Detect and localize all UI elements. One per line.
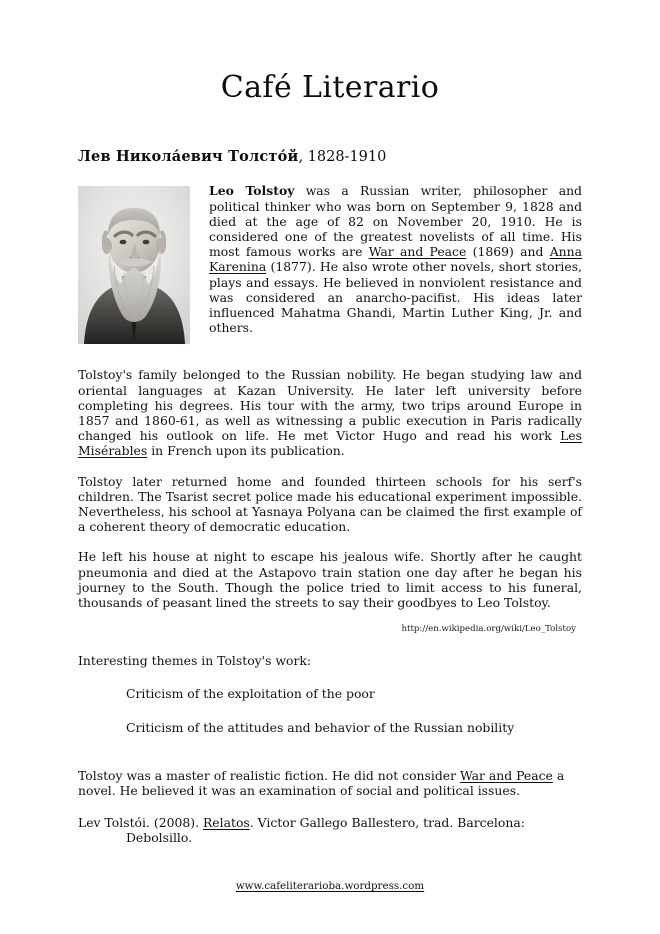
closing-text-2: a novel. He believed it was an examination of social and political issues. xyxy=(78,767,565,799)
list-item: Criticism of the attitudes and behavior of the Russian nobility xyxy=(126,719,515,735)
page-title: Café Literario xyxy=(220,70,440,105)
bibliographic-citation xyxy=(78,798,582,845)
work-title-war-and-peace-closing: War and Peace xyxy=(459,767,553,783)
paragraph-closing xyxy=(78,735,582,798)
citation-text-1: Lev Tolstói. (2008). xyxy=(78,815,203,831)
themes-list xyxy=(78,668,582,734)
subject-heading xyxy=(78,105,582,166)
list-item: Criticism of the exploitation of the poor xyxy=(126,686,375,702)
footer-url-text[interactable]: www.cafeliterarioba.wordpress.com xyxy=(235,879,425,892)
paragraph-schools: Tolstoy later returned home and founded thirteen schools for his serf's children. The Tsarist secret police made his educational experiment impossible. Nevertheless, his school at Yasnaya Polyana can be claimed the first example of a coherent theory of democratic education. xyxy=(78,473,582,535)
paragraph2-text-2: in French upon its publication. xyxy=(147,443,345,459)
intro-text-2: (1869) and xyxy=(466,244,550,260)
citation-publisher: Debolsillo. xyxy=(126,830,193,846)
work-title-les-miserables: Les Misérables xyxy=(78,428,582,459)
footer-website-url[interactable] xyxy=(78,846,582,893)
intro-text-1: was a Russian writer, philosopher and political thinker who was born on September 9, 1828 and died at the age of 82 on November 20, 1910. He is considered one of the greatest novelists of all time. His most famous works are xyxy=(209,183,582,260)
intro-block xyxy=(78,183,582,350)
citation-text-2: . Victor Gallego Ballestero, trad. Barcelona: xyxy=(249,815,525,831)
work-title-relatos: Relatos xyxy=(202,815,250,831)
source-url-note: http://en.wikipedia.org/wiki/Leo_Tolstoy xyxy=(401,624,576,635)
themes-lead-text: Interesting themes in Tolstoy's work: xyxy=(78,653,312,669)
intro-lead: Leo Tolstoy xyxy=(209,183,295,199)
paragraph-death: He left his house at night to escape his jealous wife. Shortly after he caught pneumonia and died at the Astapovo train station one day after he began his journey to the South. Though the police tried to limit access to his funeral, thousands of peasant lined the streets to say their goodbyes to Leo Tolstoy. xyxy=(78,549,582,611)
work-title-war-and-peace: War and Peace xyxy=(368,244,467,260)
tolstoy-portrait-image xyxy=(78,186,190,344)
paragraph2-text-1: Tolstoy's family belonged to the Russian nobility. He began studying law and oriental languages at Kazan University. He later left university before completing his degrees. His tour with the army, two trips around Europe in 1857 and 1860-61, as well as witnessing a public execution in Paris radically changed his outlook on life. He met Victor Hugo and read his work xyxy=(78,367,582,444)
subject-dates: , 1828-1910 xyxy=(298,149,387,165)
paragraph-biography-early xyxy=(78,350,582,458)
subject-name: Лев Никола́евич Толсто́й xyxy=(78,148,299,165)
work-title-anna-karenina: Anna Karenina xyxy=(209,244,582,275)
intro-text-3: (1877). He also wrote other novels, short stories, plays and essays. He believed in nonviolent resistance and was considered an anarcho-pacifist. His ideas later influenced Mahatma Ghandi, Martin Luther King, Jr. and others. xyxy=(209,259,582,336)
closing-text-1: Tolstoy was a master of realistic fiction. He did not consider xyxy=(78,767,460,783)
